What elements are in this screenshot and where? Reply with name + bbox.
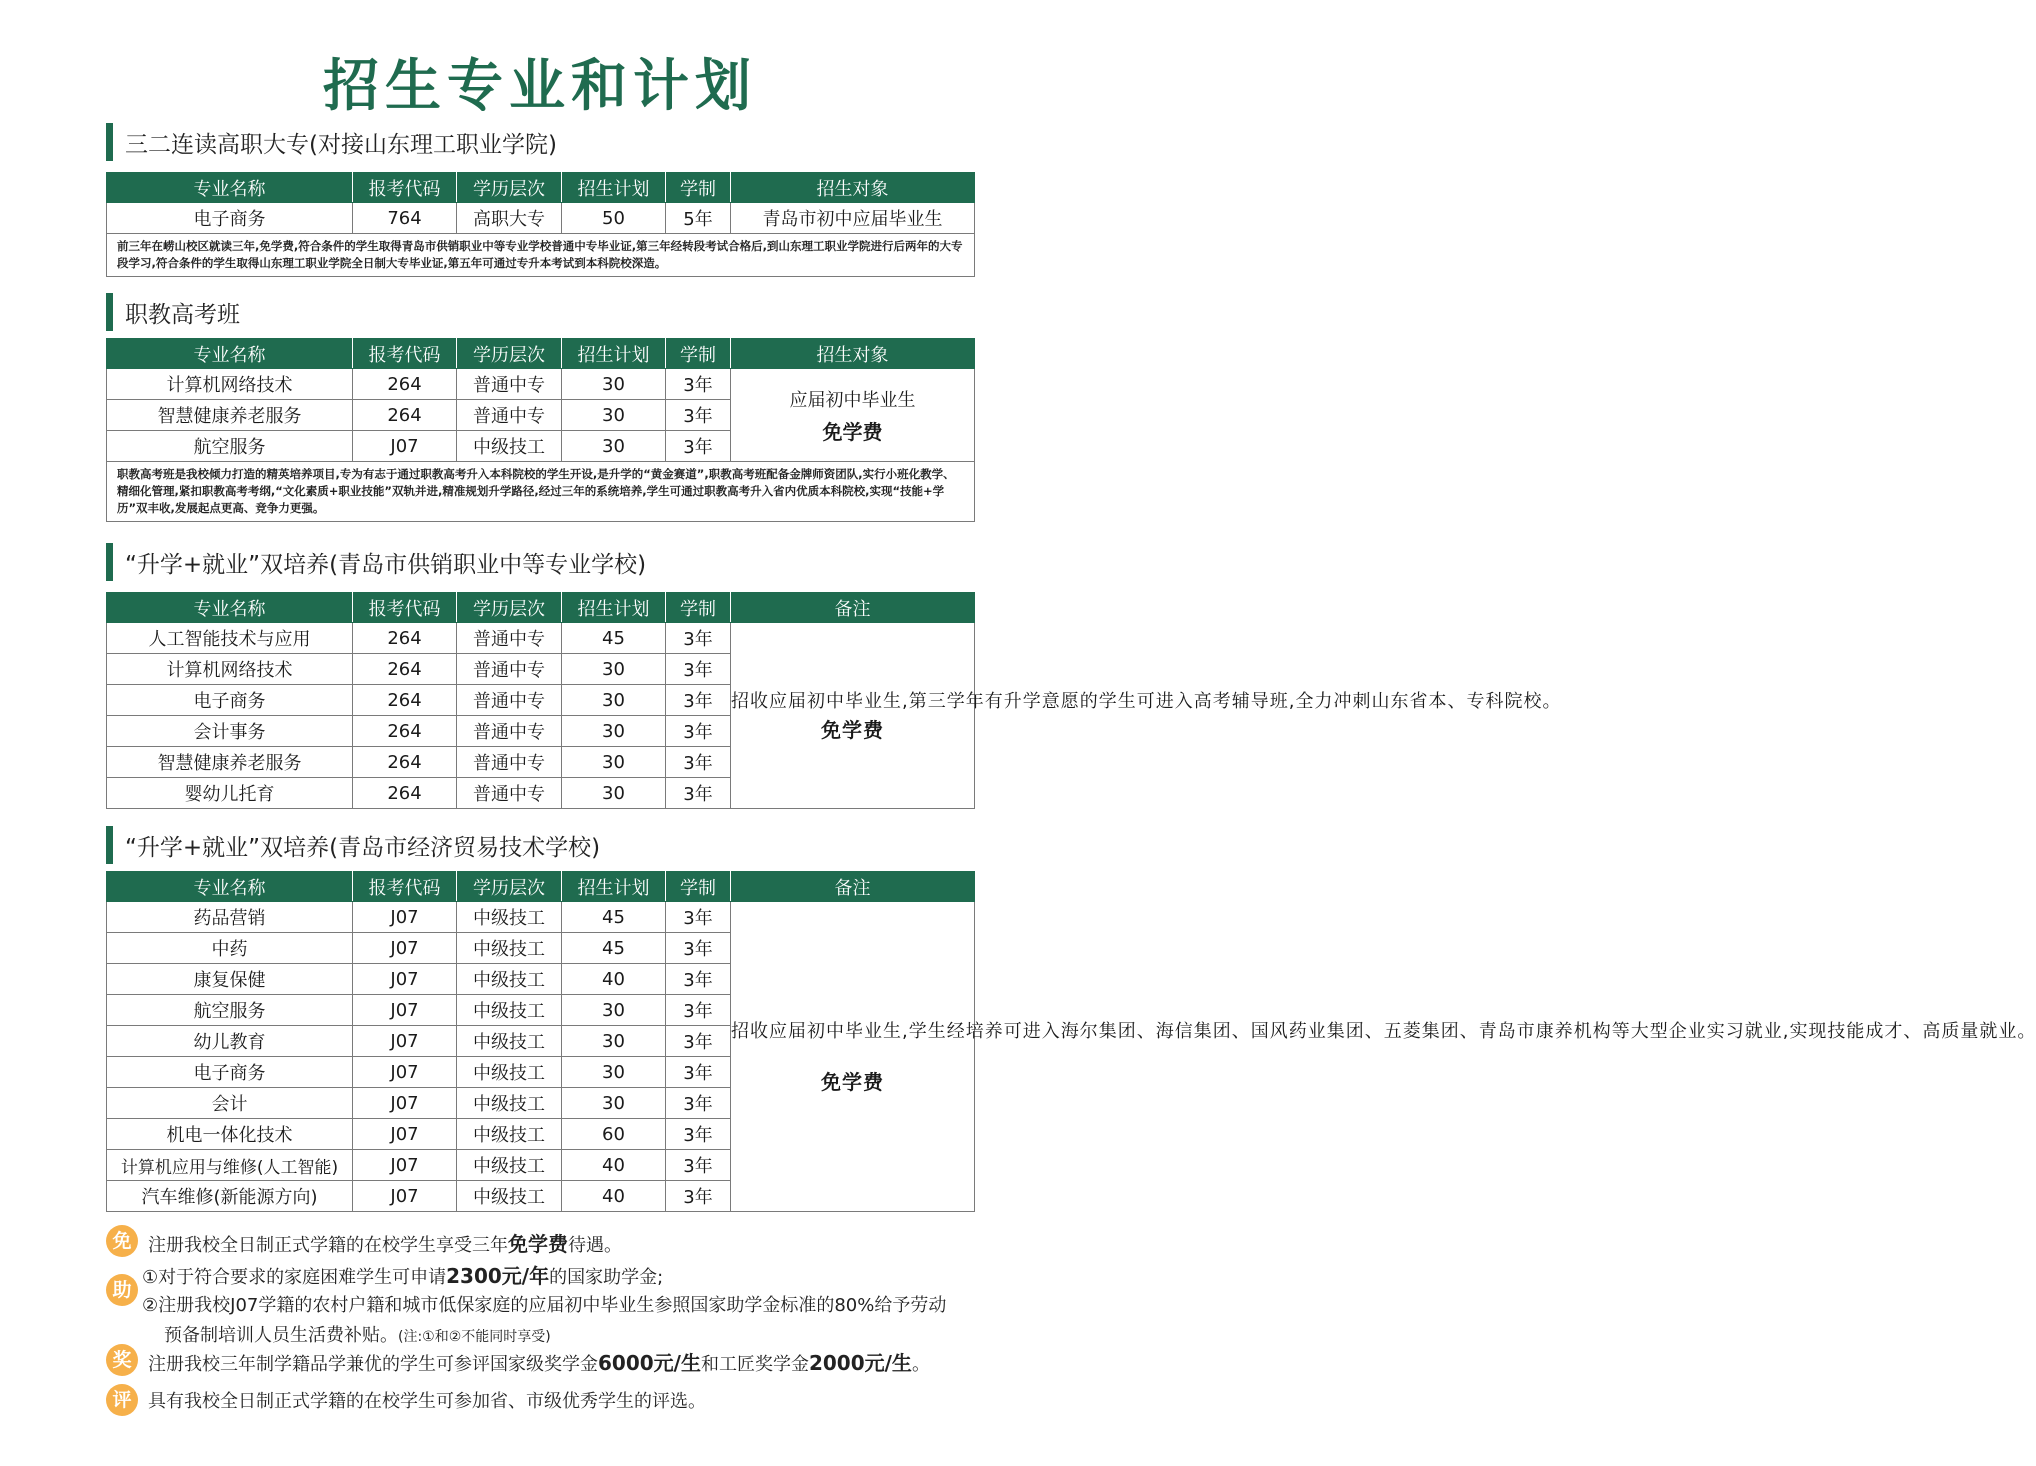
- cell-major: 航空服务: [107, 431, 353, 462]
- benefit-text-pre: 注册我校全日制正式学籍的在校学生享受三年: [148, 1235, 508, 1256]
- header-cell: 备注: [731, 593, 975, 623]
- cell-plan: 30: [562, 654, 666, 685]
- cell-remark-merged: [731, 902, 2036, 1212]
- cell-years: 3年: [666, 964, 731, 995]
- cell-plan: 30: [562, 431, 666, 462]
- cell-major: 幼儿教育: [107, 1026, 353, 1057]
- section-note: 前三年在崂山校区就读三年,免学费,符合条件的学生取得青岛市供销职业中等专业学校普通中专毕业证,第三年经转段考试合格后,到山东理工职业学院进行后两年的大专段学习,符合条件的学生取得山东理工职业学院全日制大专毕业证,第五年可通过专升本考试到本科院校深造。: [107, 234, 975, 277]
- section-heading-4: [106, 826, 600, 864]
- cell-level: 中级技工: [457, 933, 562, 964]
- header-cell: 招生对象: [731, 339, 975, 369]
- section-heading-3: [106, 543, 646, 581]
- header-cell: 招生计划: [562, 173, 666, 203]
- header-cell: 招生计划: [562, 593, 666, 623]
- cell-major: 人工智能技术与应用: [107, 623, 353, 654]
- section-note: 职教高考班是我校倾力打造的精英培养项目,专为有志于通过职教高考升入本科院校的学生开设,是升学的“黄金赛道”,职教高考班配备金牌师资团队,实行小班化教学、精细化管理,紧扣职教高考考纲,“文化素质+职业技能”双轨并进,精准规划升学路径,经过三年的系统培养,学生可通过职教高考升入省内优质本科院校,实现“技能+学历”双丰收,发展起点更高、竞争力更强。: [107, 462, 975, 522]
- cell-plan: 50: [562, 203, 666, 234]
- cell-code: 264: [353, 685, 457, 716]
- header-cell: 学制: [666, 872, 731, 902]
- cell-code: J07: [353, 933, 457, 964]
- cell-target-merged: [731, 369, 975, 462]
- cell-plan: 45: [562, 623, 666, 654]
- benefit-text-post: 。: [911, 1354, 930, 1375]
- section-heading-2: [106, 293, 240, 331]
- header-cell: 专业名称: [107, 593, 353, 623]
- cell-level: 中级技工: [457, 1150, 562, 1181]
- cell-level: 普通中专: [457, 778, 562, 809]
- header-cell: 专业名称: [107, 173, 353, 203]
- section-title: 三二连读高职大专(对接山东理工职业学院): [125, 131, 557, 158]
- table-3-2-program: [106, 172, 975, 277]
- benefit-free-tuition: [106, 1225, 1046, 1259]
- header-cell: 学制: [666, 173, 731, 203]
- cell-plan: 40: [562, 1150, 666, 1181]
- scholarship-badge-icon: 奖: [106, 1344, 138, 1376]
- header-cell: 学历层次: [457, 339, 562, 369]
- cell-code: J07: [353, 1088, 457, 1119]
- cell-plan: 40: [562, 964, 666, 995]
- cell-level: 普通中专: [457, 654, 562, 685]
- note-row: [107, 462, 975, 522]
- section-bar: [106, 123, 113, 161]
- remark-text: 招收应届初中毕业生,第三学年有升学意愿的学生可进入高考辅导班,全力冲刺山东省本、专科院校。: [731, 690, 1562, 712]
- cell-plan: 30: [562, 1026, 666, 1057]
- cell-code: J07: [353, 902, 457, 933]
- table-row: [107, 203, 975, 234]
- cell-level: 中级技工: [457, 1119, 562, 1150]
- table-header-row: [107, 339, 975, 369]
- benefit-text: 具有我校全日制正式学籍的在校学生可参加省、市级优秀学生的评选。: [148, 1391, 706, 1412]
- cell-level: 中级技工: [457, 995, 562, 1026]
- benefit-text-bold: 6000元/生: [598, 1351, 701, 1375]
- table-header-row: [107, 872, 975, 902]
- target-text: 应届初中毕业生: [789, 389, 916, 411]
- header-cell: 招生计划: [562, 872, 666, 902]
- header-cell: 备注: [731, 872, 975, 902]
- cell-major: 智慧健康养老服务: [107, 747, 353, 778]
- cell-major: 航空服务: [107, 995, 353, 1026]
- section-bar: [106, 543, 113, 581]
- cell-code: 264: [353, 716, 457, 747]
- cell-major: 计算机应用与维修(人工智能): [107, 1150, 353, 1181]
- cell-code: J07: [353, 431, 457, 462]
- header-cell: 学历层次: [457, 872, 562, 902]
- benefit-text-bold: 2000元/生: [808, 1351, 912, 1375]
- header-cell: 报考代码: [353, 173, 457, 203]
- table-row: [107, 902, 975, 933]
- cell-years: 3年: [666, 1119, 731, 1150]
- benefit-scholarship: [106, 1344, 1046, 1378]
- cell-major: 婴幼儿托育: [107, 778, 353, 809]
- cell-code: 264: [353, 369, 457, 400]
- cell-years: 3年: [666, 623, 731, 654]
- cell-level: 中级技工: [457, 1088, 562, 1119]
- cell-years: 3年: [666, 1150, 731, 1181]
- header-cell: 专业名称: [107, 339, 353, 369]
- cell-years: 3年: [666, 685, 731, 716]
- section-bar: [106, 826, 113, 864]
- benefit-text-pre: ①对于符合要求的家庭困难学生可申请: [142, 1267, 447, 1288]
- table-row: [107, 369, 975, 400]
- cell-plan: 30: [562, 716, 666, 747]
- cell-major: 康复保健: [107, 964, 353, 995]
- cell-level: 普通中专: [457, 747, 562, 778]
- cell-years: 3年: [666, 369, 731, 400]
- table-header-row: [107, 173, 975, 203]
- free-tuition-label: 免学费: [822, 419, 883, 444]
- section-title: “升学+就业”双培养(青岛市经济贸易技术学校): [125, 834, 601, 861]
- cell-years: 3年: [666, 778, 731, 809]
- cell-plan: 45: [562, 933, 666, 964]
- cell-target: 青岛市初中应届毕业生: [731, 203, 975, 234]
- cell-years: 3年: [666, 400, 731, 431]
- cell-level: 普通中专: [457, 400, 562, 431]
- table-supply-school: [106, 592, 1562, 809]
- cell-years: 3年: [666, 431, 731, 462]
- cell-years: 3年: [666, 1057, 731, 1088]
- cell-years: 3年: [666, 654, 731, 685]
- header-cell: 学制: [666, 593, 731, 623]
- cell-major: 会计事务: [107, 716, 353, 747]
- cell-code: J07: [353, 1057, 457, 1088]
- cell-code: J07: [353, 1119, 457, 1150]
- cell-code: J07: [353, 964, 457, 995]
- benefit-text: [148, 1347, 930, 1376]
- cell-plan: 30: [562, 685, 666, 716]
- cell-level: 高职大专: [457, 203, 562, 234]
- benefit-text-note: (注:①和②不能同时享受): [398, 1329, 551, 1345]
- table-header-row: [107, 593, 975, 623]
- cell-plan: 30: [562, 1088, 666, 1119]
- cell-plan: 40: [562, 1181, 666, 1212]
- cell-major: 计算机网络技术: [107, 369, 353, 400]
- subsidy-line-1: [142, 1260, 663, 1289]
- remark-text: 招收应届初中毕业生,学生经培养可进入海尔集团、海信集团、国风药业集团、五菱集团、青岛市康养机构等大型企业实习就业,实现技能成才、高质量就业。: [731, 1020, 2036, 1042]
- table-row: [107, 623, 975, 654]
- cell-level: 中级技工: [457, 1181, 562, 1212]
- subsidy-badge-icon: 助: [106, 1274, 138, 1306]
- cell-years: 3年: [666, 933, 731, 964]
- header-cell: 报考代码: [353, 593, 457, 623]
- cell-code: 264: [353, 778, 457, 809]
- table-gaokao-class: [106, 338, 975, 522]
- cell-years: 3年: [666, 1181, 731, 1212]
- header-cell: 招生对象: [731, 173, 975, 203]
- evaluation-badge-icon: 评: [106, 1384, 138, 1416]
- cell-years: 3年: [666, 995, 731, 1026]
- cell-level: 中级技工: [457, 1057, 562, 1088]
- cell-level: 中级技工: [457, 1026, 562, 1057]
- cell-plan: 30: [562, 778, 666, 809]
- subsidy-line-2: ②注册我校J07学籍的农村户籍和城市低保家庭的应届初中毕业生参照国家助学金标准的80%给予劳动: [142, 1295, 947, 1316]
- cell-years: 3年: [666, 716, 731, 747]
- header-cell: 报考代码: [353, 872, 457, 902]
- cell-level: 中级技工: [457, 902, 562, 933]
- cell-major: 药品营销: [107, 902, 353, 933]
- cell-code: 764: [353, 203, 457, 234]
- benefit-text-bold: 免学费: [508, 1232, 568, 1256]
- cell-years: 5年: [666, 203, 731, 234]
- cell-major: 电子商务: [107, 1057, 353, 1088]
- header-cell: 学制: [666, 339, 731, 369]
- cell-major: 机电一体化技术: [107, 1119, 353, 1150]
- free-badge-icon: 免: [106, 1225, 138, 1257]
- section-title: 职教高考班: [125, 301, 240, 328]
- free-tuition-label: 免学费: [821, 717, 884, 742]
- cell-remark-merged: [731, 623, 1562, 809]
- section-bar: [106, 293, 113, 331]
- benefit-text-mid: 和工匠奖学金: [700, 1354, 809, 1375]
- note-row: [107, 234, 975, 277]
- cell-code: 264: [353, 400, 457, 431]
- cell-code: 264: [353, 654, 457, 685]
- cell-level: 普通中专: [457, 623, 562, 654]
- header-cell: 学历层次: [457, 173, 562, 203]
- cell-code: J07: [353, 1150, 457, 1181]
- benefit-subsidy: [106, 1260, 1046, 1346]
- cell-code: J07: [353, 1026, 457, 1057]
- page-title: 招生专业和计划: [323, 54, 757, 119]
- header-cell: 报考代码: [353, 339, 457, 369]
- section-heading-1: [106, 123, 557, 161]
- cell-years: 3年: [666, 902, 731, 933]
- cell-code: J07: [353, 1181, 457, 1212]
- cell-major: 电子商务: [107, 685, 353, 716]
- cell-plan: 30: [562, 1057, 666, 1088]
- cell-plan: 45: [562, 902, 666, 933]
- header-cell: 专业名称: [107, 872, 353, 902]
- cell-plan: 30: [562, 369, 666, 400]
- cell-code: 264: [353, 623, 457, 654]
- cell-plan: 30: [562, 747, 666, 778]
- benefit-evaluation: [106, 1384, 1046, 1418]
- cell-level: 普通中专: [457, 685, 562, 716]
- cell-level: 普通中专: [457, 716, 562, 747]
- table-trade-school: [106, 871, 2036, 1212]
- cell-major: 会计: [107, 1088, 353, 1119]
- cell-code: 264: [353, 747, 457, 778]
- cell-major: 中药: [107, 933, 353, 964]
- cell-plan: 30: [562, 400, 666, 431]
- cell-code: J07: [353, 995, 457, 1026]
- cell-major: 计算机网络技术: [107, 654, 353, 685]
- header-cell: 学历层次: [457, 593, 562, 623]
- benefit-text-main: 预备制培训人员生活费补贴。: [164, 1325, 398, 1346]
- cell-major: 汽车维修(新能源方向): [107, 1181, 353, 1212]
- benefit-text-post: 的国家助学金;: [549, 1267, 664, 1288]
- cell-years: 3年: [666, 747, 731, 778]
- cell-level: 中级技工: [457, 964, 562, 995]
- cell-plan: 60: [562, 1119, 666, 1150]
- section-title: “升学+就业”双培养(青岛市供销职业中等专业学校): [125, 551, 647, 578]
- benefit-text-bold: 2300元/年: [446, 1264, 550, 1288]
- benefit-text-pre: 注册我校三年制学籍品学兼优的学生可参评国家级奖学金: [148, 1354, 598, 1375]
- cell-years: 3年: [666, 1088, 731, 1119]
- cell-level: 中级技工: [457, 431, 562, 462]
- cell-level: 普通中专: [457, 369, 562, 400]
- cell-years: 3年: [666, 1026, 731, 1057]
- header-cell: 招生计划: [562, 339, 666, 369]
- cell-plan: 30: [562, 995, 666, 1026]
- cell-major: 智慧健康养老服务: [107, 400, 353, 431]
- benefit-text-post: 待遇。: [568, 1235, 622, 1256]
- benefit-text: [148, 1228, 622, 1257]
- free-tuition-label: 免学费: [821, 1069, 884, 1094]
- cell-major: 电子商务: [107, 203, 353, 234]
